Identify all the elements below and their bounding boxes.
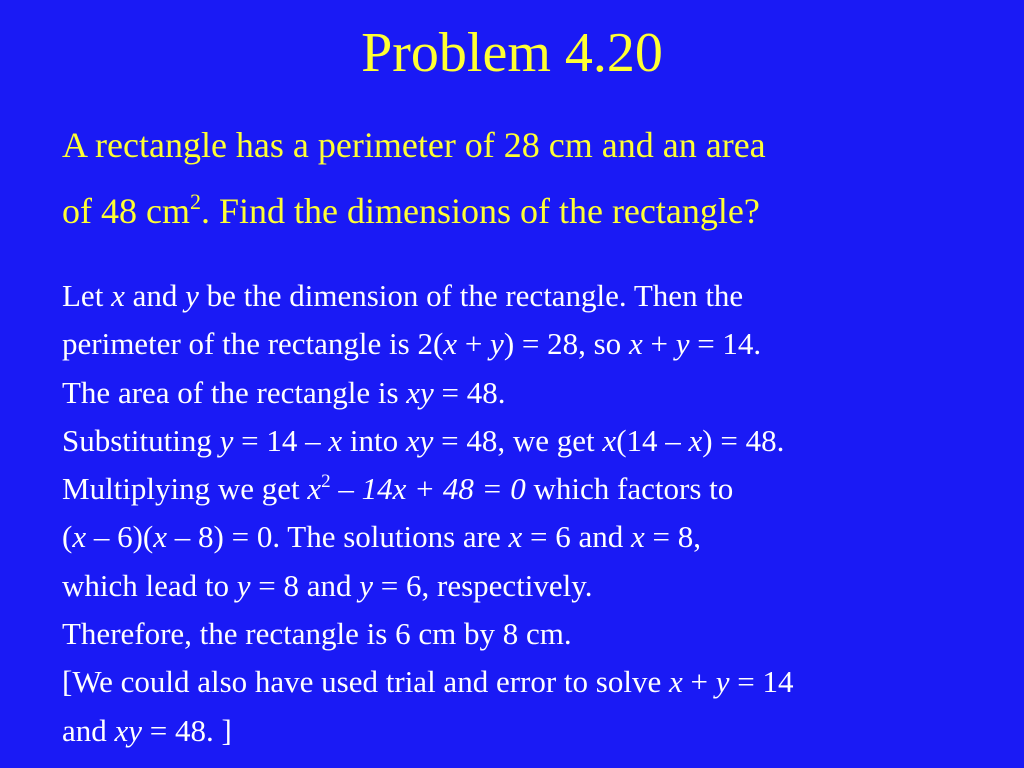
solution-line-3: The area of the rectangle is xy = 48. (62, 374, 506, 410)
solution-line-4: Substituting y = 14 – x into xy = 48, we get x(14 – x) = 48. (62, 422, 785, 458)
problem-line-2: of 48 $cm^2$. Find the dimensions of the rectangle? (62, 189, 760, 231)
slide-title: Problem 4.20 (361, 22, 663, 84)
solution-line-8: Therefore, the rectangle is 6 cm by 8 cm. (62, 616, 572, 652)
solution-line-9: [We could also have used trial and error to solve x + y = 14 (62, 664, 794, 700)
problem-line-1: A rectangle has a perimeter of 28 cm and an area (62, 125, 766, 165)
solution-line-2: perimeter of the rectangle is 2(x + y) = 28, so x + y = 14. (62, 326, 762, 362)
solution-line-7: which lead to y = 8 and y = 6, respectively. (62, 567, 593, 603)
solution-line-10: and xy = 48. ] (62, 712, 232, 748)
superscript: 2 (189, 189, 201, 214)
solution-line-6: (x – 6)(x – 8) = 0. The solutions are x = 6 and x = 8, (62, 519, 702, 555)
solution-line-5: Multiplying we get $x^2 - 14x + 48 = 0$ which factors to (62, 471, 734, 507)
solution-text (62, 272, 1012, 755)
problem-statement (62, 112, 1002, 244)
solution-line-1: Let x and y be the dimension of the rectangle. Then the (62, 278, 744, 313)
